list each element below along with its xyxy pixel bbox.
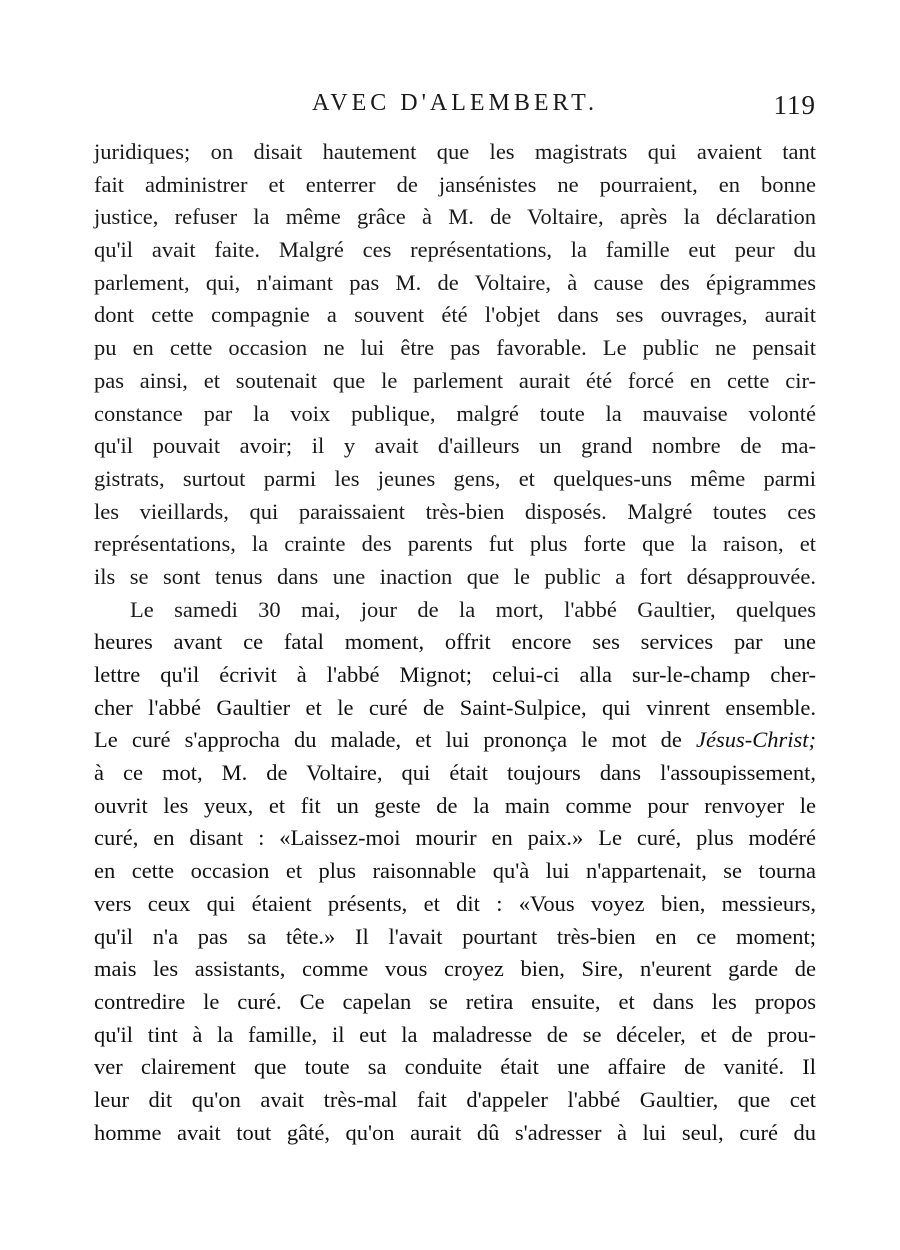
text-line: leur dit qu'on avait très-mal fait d'appeler l'abbé Gaultier, que cet bbox=[94, 1086, 816, 1112]
text-line: pu en cette occasion ne lui être pas favorable. Le public ne pensait bbox=[94, 335, 816, 361]
text-line-with-italic bbox=[94, 724, 816, 757]
text-line: pas ainsi, et soutenait que le parlement aurait été forcé en cette cir- bbox=[94, 367, 816, 393]
running-title: AVEC D'ALEMBERT. bbox=[312, 90, 598, 116]
text-line: qu'il n'a pas sa tête.» Il l'avait pourtant très-bien en ce moment; bbox=[94, 923, 816, 949]
text-line: vers ceux qui étaient présents, et dit : «Vous voyez bien, messieurs, bbox=[94, 890, 816, 916]
text-line: juridiques; on disait hautement que les magistrats qui avaient tant bbox=[94, 139, 816, 164]
text-line: ouvrit les yeux, et fit un geste de la main comme pour renvoyer le bbox=[94, 792, 816, 818]
text-line: gistrats, surtout parmi les jeunes gens, et quelques-uns même parmi bbox=[94, 465, 816, 491]
running-head bbox=[94, 86, 816, 126]
italic-phrase: Jésus-Christ; bbox=[696, 727, 816, 753]
text-line: qu'il avait faite. Malgré ces représentations, la famille eut peur du bbox=[94, 237, 816, 263]
text-line: fait administrer et enterrer de jansénistes ne pourraient, en bonne bbox=[94, 171, 816, 197]
page-number: 119 bbox=[773, 90, 816, 120]
text-line: heures avant ce fatal moment, offrit encore ses services par une bbox=[94, 629, 816, 655]
text-line: mais les assistants, comme vous croyez bien, Sire, n'eurent garde de bbox=[94, 956, 816, 982]
text-line: parlement, qui, n'aimant pas M. de Voltaire, à cause des épigrammes bbox=[94, 269, 816, 295]
text-line: qu'il pouvait avoir; il y avait d'ailleurs un grand nombre de ma- bbox=[94, 433, 816, 459]
text-line: représentations, la crainte des parents fut plus forte que la raison, et bbox=[94, 531, 816, 557]
text-line: justice, refuser la même grâce à M. de Voltaire, après la déclaration bbox=[94, 204, 816, 230]
text-line: à ce mot, M. de Voltaire, qui était toujours dans l'assoupissement, bbox=[94, 760, 816, 786]
text-line: ils se sont tenus dans une inaction que le public a fort désapprouvée. bbox=[94, 563, 816, 589]
text-segment: Le curé s'approcha du malade, et lui prononça le mot de bbox=[94, 727, 682, 753]
text-line: constance par la voix publique, malgré toute la mauvaise volonté bbox=[94, 400, 816, 426]
text-line: curé, en disant : «Laissez-moi mourir en paix.» Le curé, plus modéré bbox=[94, 825, 816, 851]
text-line: ver clairement que toute sa conduite était une affaire de vanité. Il bbox=[94, 1054, 816, 1080]
text-line: homme avait tout gâté, qu'on aurait dû s'adresser à lui seul, curé du bbox=[94, 1119, 816, 1145]
body-text bbox=[94, 136, 816, 1149]
text-line: contredire le curé. Ce capelan se retira ensuite, et dans les propos bbox=[94, 988, 816, 1014]
text-line: qu'il tint à la famille, il eut la maladresse de se déceler, et de prou- bbox=[94, 1021, 816, 1047]
text-line: cher l'abbé Gaultier et le curé de Saint-Sulpice, qui vinrent ensemble. bbox=[94, 694, 816, 720]
text-line: lettre qu'il écrivit à l'abbé Mignot; celui-ci alla sur-le-champ cher- bbox=[94, 662, 816, 687]
text-line: en cette occasion et plus raisonnable qu'à lui n'appartenait, se tourna bbox=[94, 858, 816, 884]
text-line: dont cette compagnie a souvent été l'objet dans ses ouvrages, aurait bbox=[94, 302, 816, 328]
paragraph-start-line: Le samedi 30 mai, jour de la mort, l'abbé Gaultier, quelques bbox=[130, 596, 816, 622]
text-line: les vieillards, qui paraissaient très-bien disposés. Malgré toutes ces bbox=[94, 498, 816, 524]
